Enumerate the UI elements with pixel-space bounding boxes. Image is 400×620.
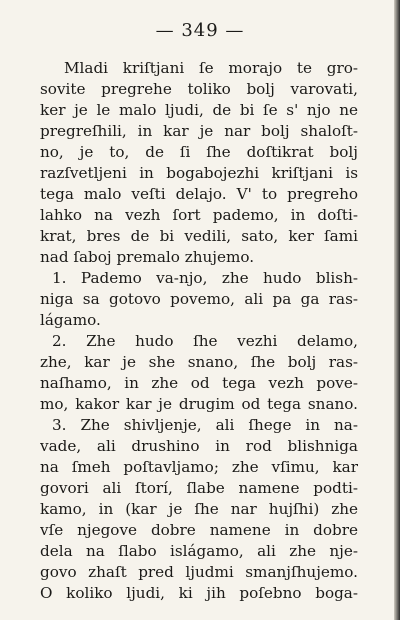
page-number: — 349 —: [155, 20, 245, 41]
text-line: vſe njegove dobre namene in dobre: [40, 521, 358, 539]
text-line: nad ſaboj premalo zhujemo.: [40, 248, 255, 266]
text-line: mo, kakor kar je drugim od tega snano.: [40, 395, 358, 413]
text-line: sovite pregrehe toliko bolj varovati,: [40, 80, 358, 98]
text-line: na ſmeh poſtavljamo; zhe vſimu, kar: [40, 458, 358, 476]
text-line: tega malo veſti delajo. V' to pregreho: [40, 185, 358, 203]
text-line: O koliko ljudi, ki jih poſebno boga-: [40, 584, 358, 602]
text-line: govori ali ſtorí, ſlabe namene podti-: [40, 479, 358, 497]
text-line: krat, bres de bi vedili, sato, ker ſami: [40, 227, 358, 245]
text-line: kamo, in (kar je ſhe nar hujſhi) zhe: [40, 500, 358, 518]
text-line: Mladi kriſtjani ſe morajo te gro-: [64, 59, 358, 77]
page-edge-shadow: [394, 0, 400, 620]
list-item-2-line: 2. Zhe hudo ſhe vezhi delamo,: [52, 332, 358, 350]
body-text: [40, 58, 358, 604]
text-line: ker je le malo ljudi, de bi ſe s' njo ne: [40, 101, 358, 119]
text-line: zhe, kar je she snano, ſhe bolj ras-: [40, 353, 358, 371]
text-line: pregreſhili, in kar je nar bolj shaloſt-: [40, 122, 358, 140]
text-line: vade, ali drushino in rod blishniga: [40, 437, 358, 455]
text-line: dela na ſlabo islágamo, ali zhe nje-: [40, 542, 358, 560]
text-line: lágamo.: [40, 311, 101, 329]
text-line: niga sa gotovo povemo, ali pa ga ras-: [40, 290, 358, 308]
list-item-1-line: 1. Pademo va-njo, zhe hudo blish-: [52, 269, 358, 287]
list-item-3-line: 3. Zhe shivljenje, ali ſhege in na-: [52, 416, 358, 434]
text-line: govo zhaſt pred ljudmi smanjſhujemo.: [40, 563, 358, 581]
text-line: no, je to, de ſi ſhe doſtikrat bolj: [40, 143, 358, 161]
text-line: razſvetljeni in bogabojezhi kriſtjani is: [40, 164, 358, 182]
text-line: lahko na vezh ſort pademo, in doſti-: [40, 206, 358, 224]
text-line: naſhamo, in zhe od tega vezh pove-: [40, 374, 358, 392]
